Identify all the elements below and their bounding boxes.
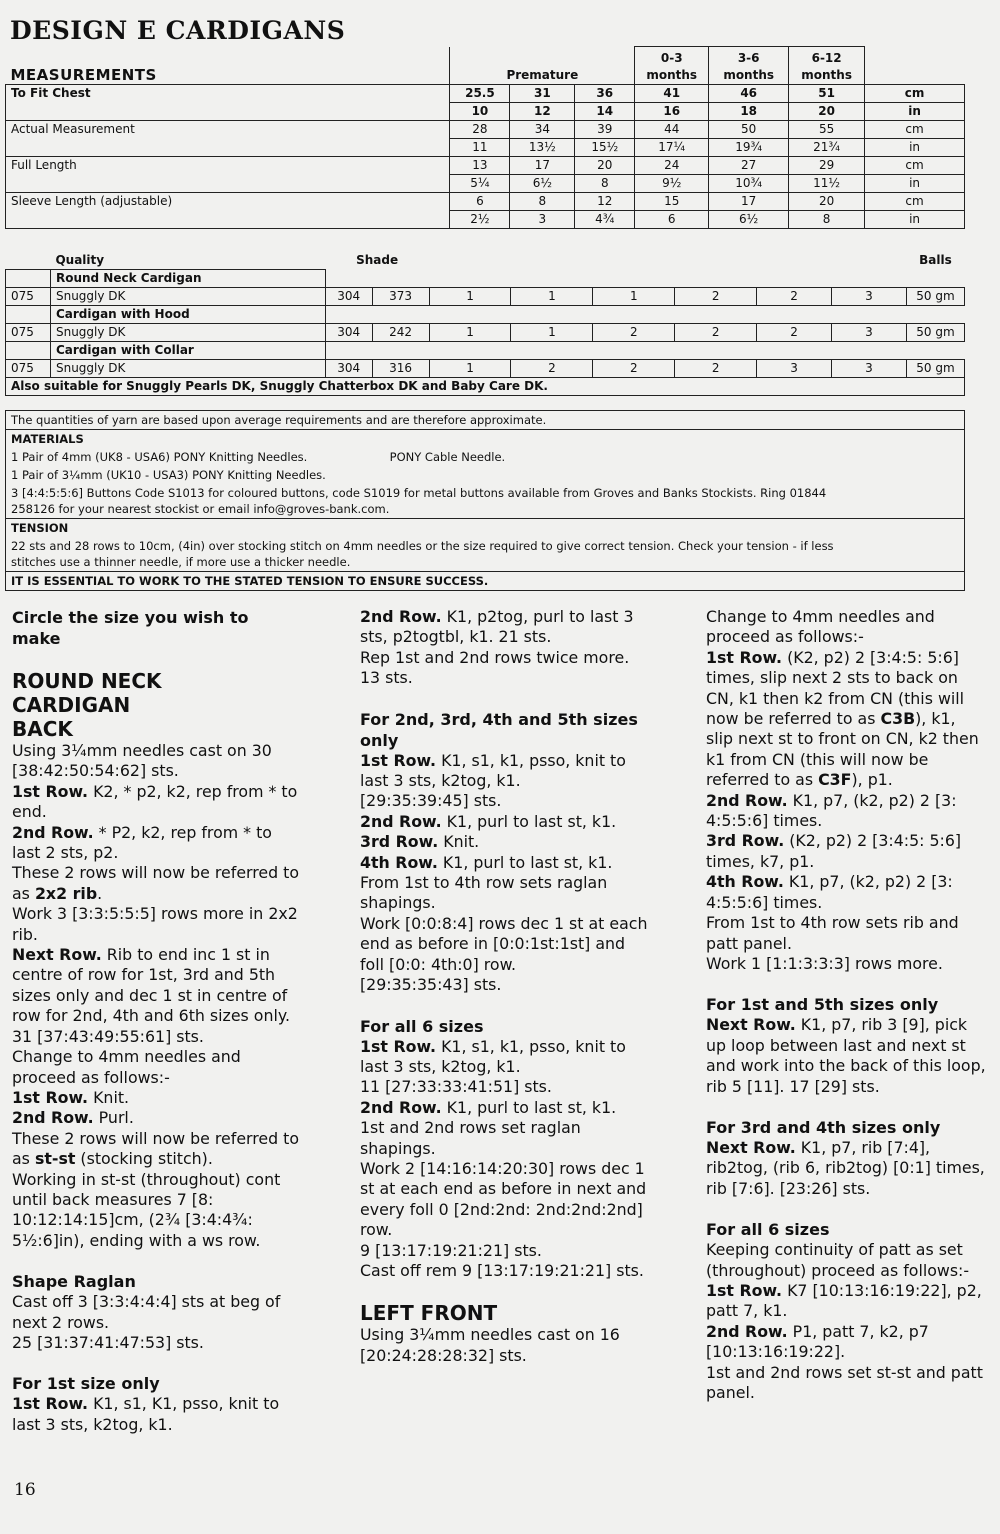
instruction: From 1st to 4th row sets raglan shapings.: [360, 873, 608, 913]
value-cell: 51: [789, 85, 865, 103]
value-cell: 12: [510, 103, 575, 121]
quantities-note: The quantities of yarn are based upon average requirements and are therefore approximate.: [11, 413, 547, 427]
stitch-count: [29:35:39:45] sts.: [360, 791, 502, 811]
row-instruction: Next Row. Rib to end inc 1 st in centre of row for 1st, 3rd and 5th sizes only and dec 1 st in centre of row for 2nd, 4th and 6th sizes only.: [12, 945, 290, 1026]
value-cell: 36: [575, 85, 635, 103]
instruction: 1st and 2nd rows set raglan shapings.: [360, 1118, 581, 1158]
shade-cell: 316: [372, 360, 429, 378]
subheading: For 3rd and 4th sizes only: [706, 1117, 941, 1137]
qty-cell: 2: [675, 288, 757, 306]
shade-cell: 304: [325, 360, 372, 378]
shade-cell: 304: [325, 288, 372, 306]
value-cell: 55: [789, 121, 865, 139]
row-instruction: 2nd Row. K1, p7, (k2, p2) 2 [3: 4:5:5:6] times.: [706, 790, 957, 831]
subheading: For 1st size only: [12, 1374, 160, 1394]
qty-cell: 3: [832, 288, 907, 306]
tension-line-1: 22 sts and 28 rows to 10cm, (4in) over stocking stitch on 4mm needles or the size required to give correct tension. Check your tension - if less: [11, 539, 834, 553]
row-instruction: 1st Row. K1, s1, K1, psso, knit to last 3 sts, k2tog, k1.: [12, 1394, 280, 1434]
value-cell: 10: [450, 103, 510, 121]
value-cell: 20: [789, 103, 865, 121]
row-instruction: 4th Row. K1, p7, (k2, p2) 2 [3: 4:5:5:6] times.: [706, 872, 953, 912]
age-group-header: 3-6 months: [709, 47, 789, 85]
value-cell: 44: [635, 121, 709, 139]
instruction: Work 2 [14:16:14:20:30] rows dec 1 st at each end as before in next and every foll 0 [2nd:2nd: 2nd:2nd:2nd] row.: [360, 1158, 647, 1240]
qty-cell: 1: [511, 288, 593, 306]
row-instruction: Next Row. K1, p7, rib [7:4], rib2tog, (rib 6, rib2tog) [0:1] times, rib [7:6]. [23:26] sts.: [706, 1137, 985, 1198]
instruction: From 1st to 4th row sets rib and patt panel.: [706, 913, 959, 953]
balls-cell: 50 gm: [906, 324, 964, 342]
unit-cell: in: [865, 103, 965, 121]
left-front-heading: LEFT FRONT: [360, 1301, 498, 1326]
shade-cell: 304: [325, 324, 372, 342]
qty-cell: 1: [429, 288, 511, 306]
subheading: For 2nd, 3rd, 4th and 5th sizes only: [360, 709, 638, 750]
stitch-count: 31 [37:43:49:55:61] sts.: [12, 1026, 204, 1046]
qty-cell: 3: [757, 360, 832, 378]
unit-cell: in: [865, 139, 965, 157]
value-cell: 21¾: [789, 139, 865, 157]
value-cell: 39: [575, 121, 635, 139]
unit-cell: cm: [865, 193, 965, 211]
balls-header: Balls: [919, 253, 952, 268]
yarn-code: 075: [6, 288, 51, 306]
yarn-row-name: Cardigan with Hood: [50, 306, 325, 324]
value-cell: 2½: [450, 211, 510, 229]
value-cell: 27: [709, 157, 789, 175]
row-instruction: 2nd Row. K1, purl to last st, k1.: [360, 1097, 617, 1117]
buttons-line-1: 3 [4:4:5:5:6] Buttons Code S1013 for coloured buttons, code S1019 for metal buttons available from Groves and Banks Stockists. Ring 01844: [11, 486, 827, 500]
value-cell: 19¾: [709, 139, 789, 157]
row-instruction: 3rd Row. Knit.: [360, 832, 480, 852]
back-heading: BACK: [12, 717, 73, 741]
yarn-quality: Snuggly DK: [50, 288, 325, 306]
value-cell: 6½: [709, 211, 789, 229]
instruction: Work 1 [1:1:3:3:3] rows more.: [706, 953, 943, 973]
age-group-header: 6-12 months: [789, 47, 865, 85]
instruction: Keeping continuity of patt as set (throughout) proceed as follows:-: [706, 1240, 970, 1280]
shade-cell: 242: [372, 324, 429, 342]
materials-box: [5, 410, 965, 591]
stitch-count: [29:35:35:43] sts.: [360, 975, 502, 995]
section-heading: ROUND NECK: [12, 669, 162, 693]
subheading: Shape Raglan: [12, 1272, 136, 1292]
column-1: [12, 607, 302, 1435]
value-cell: 41: [635, 85, 709, 103]
quality-header: Quality: [55, 253, 105, 267]
value-cell: 31: [510, 85, 575, 103]
materials-line: [6, 448, 964, 466]
row-label: Actual Measurement: [6, 121, 450, 157]
instruction: Using 3¼mm needles cast on 30 [38:42:50:54:62] sts.: [12, 741, 272, 781]
value-cell: 18: [709, 103, 789, 121]
qty-cell: 2: [511, 360, 593, 378]
yarn-code: 075: [6, 324, 51, 342]
value-cell: 28: [450, 121, 510, 139]
needles-3mm: 1 Pair of 3¼mm (UK10 - USA3) PONY Knitting Needles.: [11, 468, 326, 482]
row-instruction: Next Row. K1, p7, rib 3 [9], pick up loop between last and next st and work into the back of this loop, rib 5 [11]. 17 [29] sts.: [706, 1015, 986, 1096]
qty-cell: 1: [429, 324, 511, 342]
unit-cell: cm: [865, 157, 965, 175]
section-heading: CARDIGAN: [12, 693, 131, 717]
value-cell: 12: [575, 193, 635, 211]
value-cell: 46: [709, 85, 789, 103]
row-instruction: 2nd Row. P1, patt 7, k2, p7 [10:13:16:19:22].: [706, 1321, 929, 1362]
instruction: Working in st-st (throughout) cont until back measures 7 [8: 10:12:14:15]cm, (2¾ [3:4:4¾: 5½:6]in), ending with a ws row.: [12, 1169, 281, 1250]
row-instruction: 4th Row. K1, purl to last st, k1.: [360, 852, 613, 872]
column-2: [360, 607, 652, 1366]
row-instruction: 1st Row. K2, * p2, k2, rep from * to end.: [12, 781, 298, 822]
page-number: 16: [14, 1480, 36, 1500]
qty-cell: 2: [675, 360, 757, 378]
instruction: These 2 rows will now be referred to as st-st (stocking stitch).: [12, 1128, 300, 1169]
balls-cell: 50 gm: [906, 360, 964, 378]
value-cell: 17: [709, 193, 789, 211]
qty-cell: 1: [593, 288, 675, 306]
yarn-code: 075: [6, 360, 51, 378]
row-instruction: 1st Row. K1, s1, k1, psso, knit to last 3 sts, k2tog, k1.: [360, 1036, 626, 1076]
unit-cell: in: [865, 211, 965, 229]
qty-cell: 1: [429, 360, 511, 378]
yarn-note: Also suitable for Snuggly Pearls DK, Snuggly Chatterbox DK and Baby Care DK.: [6, 378, 965, 396]
row-instruction: 3rd Row. (K2, p2) 2 [3:4:5: 5:6] times, k7, p1.: [706, 831, 962, 871]
subheading: For all 6 sizes: [706, 1220, 830, 1240]
row-instruction: 1st Row. K7 [10:13:16:19:22], p2, patt 7, k1.: [706, 1280, 982, 1321]
value-cell: 15: [635, 193, 709, 211]
shade-cell: 373: [372, 288, 429, 306]
value-cell: 25.5: [450, 85, 510, 103]
value-cell: 13: [450, 157, 510, 175]
unit-cell: cm: [865, 121, 965, 139]
value-cell: 8: [575, 175, 635, 193]
row-label: Full Length: [6, 157, 450, 193]
instruction: Cast off 3 [3:3:4:4:4] sts at beg of next 2 rows.: [12, 1292, 281, 1332]
stitch-count: 11 [27:33:33:41:51] sts.: [360, 1077, 552, 1097]
value-cell: 14: [575, 103, 635, 121]
instruction: 1st and 2nd rows set st-st and patt panel.: [706, 1362, 983, 1402]
instruction: Using 3¼mm needles cast on 16 [20:24:28:28:32] sts.: [360, 1325, 620, 1365]
measurements-heading: MEASUREMENTS: [10, 66, 157, 84]
cable-needle: PONY Cable Needle.: [389, 450, 506, 464]
row-label: To Fit Chest: [6, 85, 450, 121]
value-cell: 11: [450, 139, 510, 157]
value-cell: 4¾: [575, 211, 635, 229]
value-cell: 5¼: [450, 175, 510, 193]
column-3: [706, 607, 986, 1403]
value-cell: 11½: [789, 175, 865, 193]
instruction: Change to 4mm needles and proceed as follows:-: [12, 1047, 241, 1087]
needles-4mm: 1 Pair of 4mm (UK8 - USA6) PONY Knitting Needles.: [11, 450, 308, 464]
row-instruction: 2nd Row. K1, p2tog, purl to last 3 sts, p2togtbl, k1. 21 sts.: [360, 607, 634, 647]
value-cell: 6: [635, 211, 709, 229]
value-cell: 8: [789, 211, 865, 229]
value-cell: 3: [510, 211, 575, 229]
measurements-table: [5, 46, 965, 229]
buttons-line-2: 258126 for your nearest stockist or email info@groves-bank.com.: [11, 502, 390, 516]
qty-cell: 1: [511, 324, 593, 342]
instruction: Cast off rem 9 [13:17:19:21:21] sts.: [360, 1260, 644, 1280]
value-cell: 20: [789, 193, 865, 211]
instruction: Work 3 [3:3:5:5:5] rows more in 2x2 rib.: [12, 904, 298, 944]
tension-line-2: stitches use a thinner needle, if more use a thicker needle.: [11, 555, 351, 569]
value-cell: 9½: [635, 175, 709, 193]
tension-heading: TENSION: [6, 518, 964, 537]
circle-size-note: Circle the size you wish to make: [12, 608, 249, 648]
value-cell: 34: [510, 121, 575, 139]
value-cell: 29: [789, 157, 865, 175]
qty-cell: 2: [757, 288, 832, 306]
value-cell: 15½: [575, 139, 635, 157]
value-cell: 10¾: [709, 175, 789, 193]
qty-cell: 2: [593, 360, 675, 378]
stitch-count: 25 [31:37:41:47:53] sts.: [12, 1332, 204, 1352]
premature-header: Premature: [450, 47, 635, 85]
yarn-row-name: Cardigan with Collar: [50, 342, 325, 360]
row-instruction: 1st Row. (K2, p2) 2 [3:4:5: 5:6] times, slip next 2 sts to back on CN, k1 then k2 from CN (this will now be referred to as C3B), k1, slip next st to front on CN, k2 then k1 from CN (this will now be referred to as C3F), p1.: [706, 647, 979, 790]
subheading: For 1st and 5th sizes only: [706, 995, 939, 1015]
yarn-quality: Snuggly DK: [50, 324, 325, 342]
instruction: These 2 rows will now be referred to as 2x2 rib.: [12, 863, 300, 903]
value-cell: 24: [635, 157, 709, 175]
yarn-table: [5, 252, 965, 396]
row-instruction: 1st Row. K1, s1, k1, psso, knit to last 3 sts, k2tog, k1.: [360, 750, 626, 791]
value-cell: 6: [450, 193, 510, 211]
value-cell: 17: [510, 157, 575, 175]
qty-cell: 3: [832, 324, 907, 342]
instruction: Work [0:0:8:4] rows dec 1 st at each end as before in [0:0:1st:1st] and foll [0:0: 4th:0] row.: [360, 913, 648, 974]
value-cell: 50: [709, 121, 789, 139]
value-cell: 6½: [510, 175, 575, 193]
stitch-count: 9 [13:17:19:21:21] sts.: [360, 1240, 542, 1260]
row-instruction: 2nd Row. * P2, k2, rep from * to last 2 sts, p2.: [12, 822, 272, 863]
row-instruction: 1st Row. Knit.: [12, 1087, 130, 1107]
value-cell: 13½: [510, 139, 575, 157]
instruction: Rep 1st and 2nd rows twice more. 13 sts.: [360, 647, 630, 688]
yarn-row-name: Round Neck Cardigan: [50, 270, 325, 288]
row-instruction: 2nd Row. K1, purl to last st, k1.: [360, 811, 617, 831]
value-cell: 8: [510, 193, 575, 211]
qty-cell: 3: [832, 360, 907, 378]
unit-cell: cm: [865, 85, 965, 103]
balls-cell: 50 gm: [906, 288, 964, 306]
instruction: Change to 4mm needles and proceed as follows:-: [706, 607, 935, 647]
essential-note: IT IS ESSENTIAL TO WORK TO THE STATED TENSION TO ENSURE SUCCESS.: [6, 571, 964, 590]
yarn-quality: Snuggly DK: [50, 360, 325, 378]
row-instruction: 2nd Row. Purl.: [12, 1108, 134, 1128]
value-cell: 16: [635, 103, 709, 121]
qty-cell: 2: [675, 324, 757, 342]
shade-header: Shade: [356, 253, 399, 268]
row-label: Sleeve Length (adjustable): [6, 193, 450, 229]
subheading: For all 6 sizes: [360, 1016, 484, 1036]
value-cell: 17¼: [635, 139, 709, 157]
value-cell: 20: [575, 157, 635, 175]
age-group-header: 0-3 months: [635, 47, 709, 85]
materials-heading: MATERIALS: [6, 429, 964, 448]
page-title: DESIGN E CARDIGANS: [10, 16, 346, 45]
qty-cell: 2: [593, 324, 675, 342]
unit-cell: in: [865, 175, 965, 193]
qty-cell: 2: [757, 324, 832, 342]
